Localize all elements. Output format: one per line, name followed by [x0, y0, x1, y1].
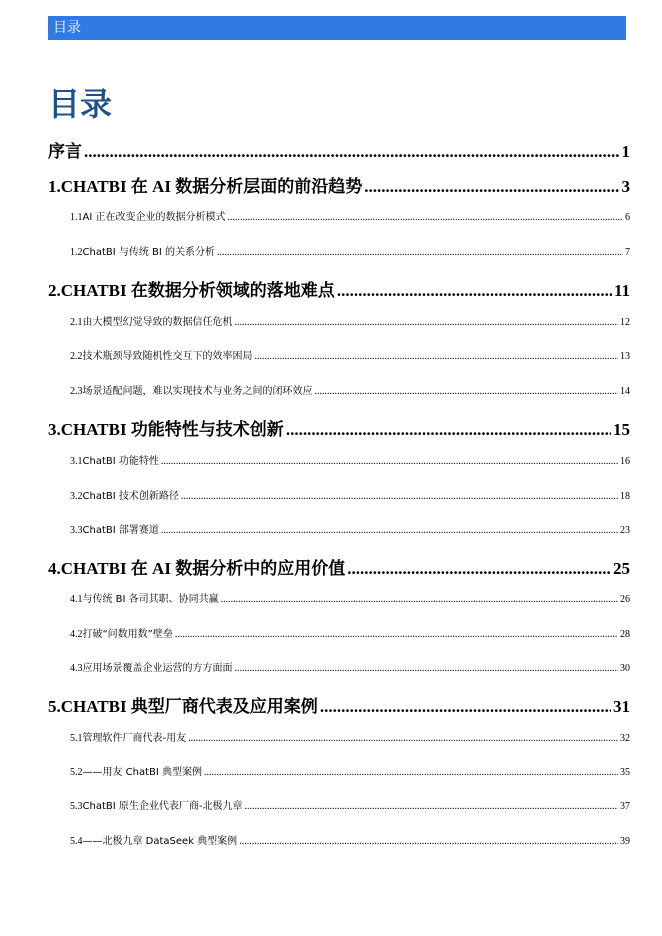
toc-entry-page-number: 18	[620, 491, 630, 502]
toc-entry-number: 5.4	[70, 836, 83, 847]
toc-section-entry[interactable]	[70, 382, 630, 397]
toc-entry-number: 5.3	[70, 801, 83, 812]
toc-dot-leader	[84, 142, 620, 162]
toc-section-entry[interactable]	[70, 659, 630, 674]
toc-entry-page-number: 1	[621, 142, 630, 161]
toc-entry-number: 3.	[48, 420, 61, 439]
toc-entry-number: 5.2	[70, 767, 83, 778]
toc-entry-number: 4.	[48, 559, 61, 578]
toc-entry-number: 1.2	[70, 247, 83, 258]
toc-section-entry[interactable]	[70, 487, 630, 502]
toc-entry-page-number: 3	[621, 177, 630, 196]
toc-dot-leader	[221, 594, 618, 605]
toc-entry-number: 4.2	[70, 629, 83, 640]
toc-chapter-entry[interactable]	[48, 554, 630, 579]
toc-section-entry[interactable]	[70, 452, 630, 467]
toc-entry-number: 2.2	[70, 351, 83, 362]
toc-chapter-entry[interactable]	[48, 415, 630, 440]
toc-dot-leader	[188, 733, 618, 744]
toc-entry-title: 管理软件厂商代表-用友	[82, 733, 187, 744]
toc-section-entry[interactable]	[70, 729, 630, 744]
toc-chapter-entry[interactable]	[48, 276, 630, 301]
toc-entry-page-number: 25	[613, 559, 630, 578]
toc-section-entry[interactable]	[70, 313, 630, 328]
toc-entry-number: 3.3	[70, 525, 83, 536]
toc-entry-title: CHATBI 在 AI 数据分析层面的前沿趋势	[60, 177, 363, 196]
toc-entry-page-number: 11	[613, 281, 630, 300]
toc-dot-leader	[255, 351, 619, 362]
toc-section-entry[interactable]	[70, 832, 630, 847]
toc-entry-page-number: 16	[620, 456, 630, 467]
toc-entry-title: 技术瓶颈导致随机性交互下的效率困局	[82, 351, 253, 362]
toc-entry-number: 4.1	[70, 594, 83, 605]
toc-section-entry[interactable]	[70, 208, 630, 223]
toc-entry-page-number: 28	[620, 629, 630, 640]
toc-dot-leader	[227, 212, 623, 223]
toc-entry-page-number: 6	[625, 212, 630, 223]
toc-dot-leader	[239, 836, 618, 847]
toc-entry-title: CHATBI 在数据分析领域的落地难点	[60, 281, 335, 300]
toc-entry-page-number: 15	[613, 420, 630, 439]
toc-entry-title: 打破“问数用数”壁垒	[82, 629, 173, 640]
toc-entry-number: 1.	[48, 177, 61, 196]
toc-entry-page-number: 13	[620, 351, 630, 362]
toc-entry-page-number: 35	[620, 767, 630, 778]
page-title: 目录	[48, 85, 113, 123]
toc-section-entry[interactable]	[70, 763, 630, 778]
toc-entry-title: ChatBI 与传统 BI 的关系分析	[82, 247, 216, 258]
toc-entry-title: 序言	[48, 142, 82, 161]
toc-dot-leader	[337, 281, 612, 301]
toc-entry-title: 应用场景覆盖企业运营的方方面面	[82, 663, 233, 674]
toc-entry-title: AI 正在改变企业的数据分析模式	[82, 212, 226, 223]
toc-entry-preface[interactable]	[48, 137, 630, 162]
table-of-contents	[48, 0, 630, 936]
toc-entry-number: 3.1	[70, 456, 83, 467]
toc-entry-page-number: 26	[620, 594, 630, 605]
toc-entry-number: 1.1	[70, 212, 83, 223]
toc-entry-title: ChatBI 功能特性	[82, 456, 159, 467]
toc-dot-leader	[244, 801, 618, 812]
toc-dot-leader	[235, 663, 619, 674]
toc-entry-page-number: 7	[625, 247, 630, 258]
toc-entry-title: CHATBI 典型厂商代表及应用案例	[60, 697, 318, 716]
toc-section-entry[interactable]	[70, 521, 630, 536]
toc-entry-page-number: 30	[620, 663, 630, 674]
toc-entry-title: ChatBI 原生企业代表厂商-北极九章	[82, 801, 243, 812]
toc-entry-title: 由大模型幻觉导致的数据信任危机	[82, 317, 233, 328]
toc-entry-title: 与传统 BI 各司其职、协同共赢	[82, 594, 219, 605]
toc-entry-page-number: 39	[620, 836, 630, 847]
toc-dot-leader	[161, 525, 618, 536]
toc-chapter-entry[interactable]	[48, 172, 630, 197]
toc-dot-leader	[347, 559, 611, 579]
toc-entry-page-number: 23	[620, 525, 630, 536]
running-header: 目录	[48, 16, 626, 40]
toc-dot-leader	[181, 491, 618, 502]
toc-dot-leader	[235, 317, 619, 328]
toc-entry-title: CHATBI 在 AI 数据分析中的应用价值	[60, 559, 346, 578]
toc-entry-number: 2.3	[70, 386, 83, 397]
toc-section-entry[interactable]	[70, 243, 630, 258]
toc-entry-number: 5.1	[70, 733, 83, 744]
toc-entry-title: ChatBI 部署赛道	[82, 525, 159, 536]
toc-section-entry[interactable]	[70, 625, 630, 640]
toc-section-entry[interactable]	[70, 797, 630, 812]
toc-entry-number: 2.1	[70, 317, 83, 328]
toc-section-entry[interactable]	[70, 590, 630, 605]
toc-entry-page-number: 32	[620, 733, 630, 744]
toc-dot-leader	[364, 177, 619, 197]
toc-entry-page-number: 31	[613, 697, 630, 716]
toc-entry-title: ChatBI 技术创新路径	[82, 491, 179, 502]
toc-dot-leader	[161, 456, 618, 467]
toc-dot-leader	[315, 386, 619, 397]
toc-dot-leader	[320, 697, 611, 717]
toc-entry-number: 4.3	[70, 663, 83, 674]
toc-section-entry[interactable]	[70, 347, 630, 362]
toc-entry-number: 5.	[48, 697, 61, 716]
toc-entry-title: ——用友 ChatBI 典型案例	[82, 767, 203, 778]
toc-entry-title: 场景适配问题，难以实现技术与业务之间的闭环效应	[82, 386, 313, 397]
toc-dot-leader	[286, 420, 611, 440]
toc-entry-page-number: 37	[620, 801, 630, 812]
toc-chapter-entry[interactable]	[48, 692, 630, 717]
toc-dot-leader	[217, 247, 623, 258]
toc-dot-leader	[175, 629, 618, 640]
toc-entry-number: 3.2	[70, 491, 83, 502]
toc-dot-leader	[204, 767, 618, 778]
toc-entry-title: CHATBI 功能特性与技术创新	[60, 420, 284, 439]
toc-entry-number: 2.	[48, 281, 61, 300]
toc-entry-page-number: 14	[620, 386, 630, 397]
toc-entry-page-number: 12	[620, 317, 630, 328]
toc-entry-title: ——北极九章 DataSeek 典型案例	[82, 836, 238, 847]
